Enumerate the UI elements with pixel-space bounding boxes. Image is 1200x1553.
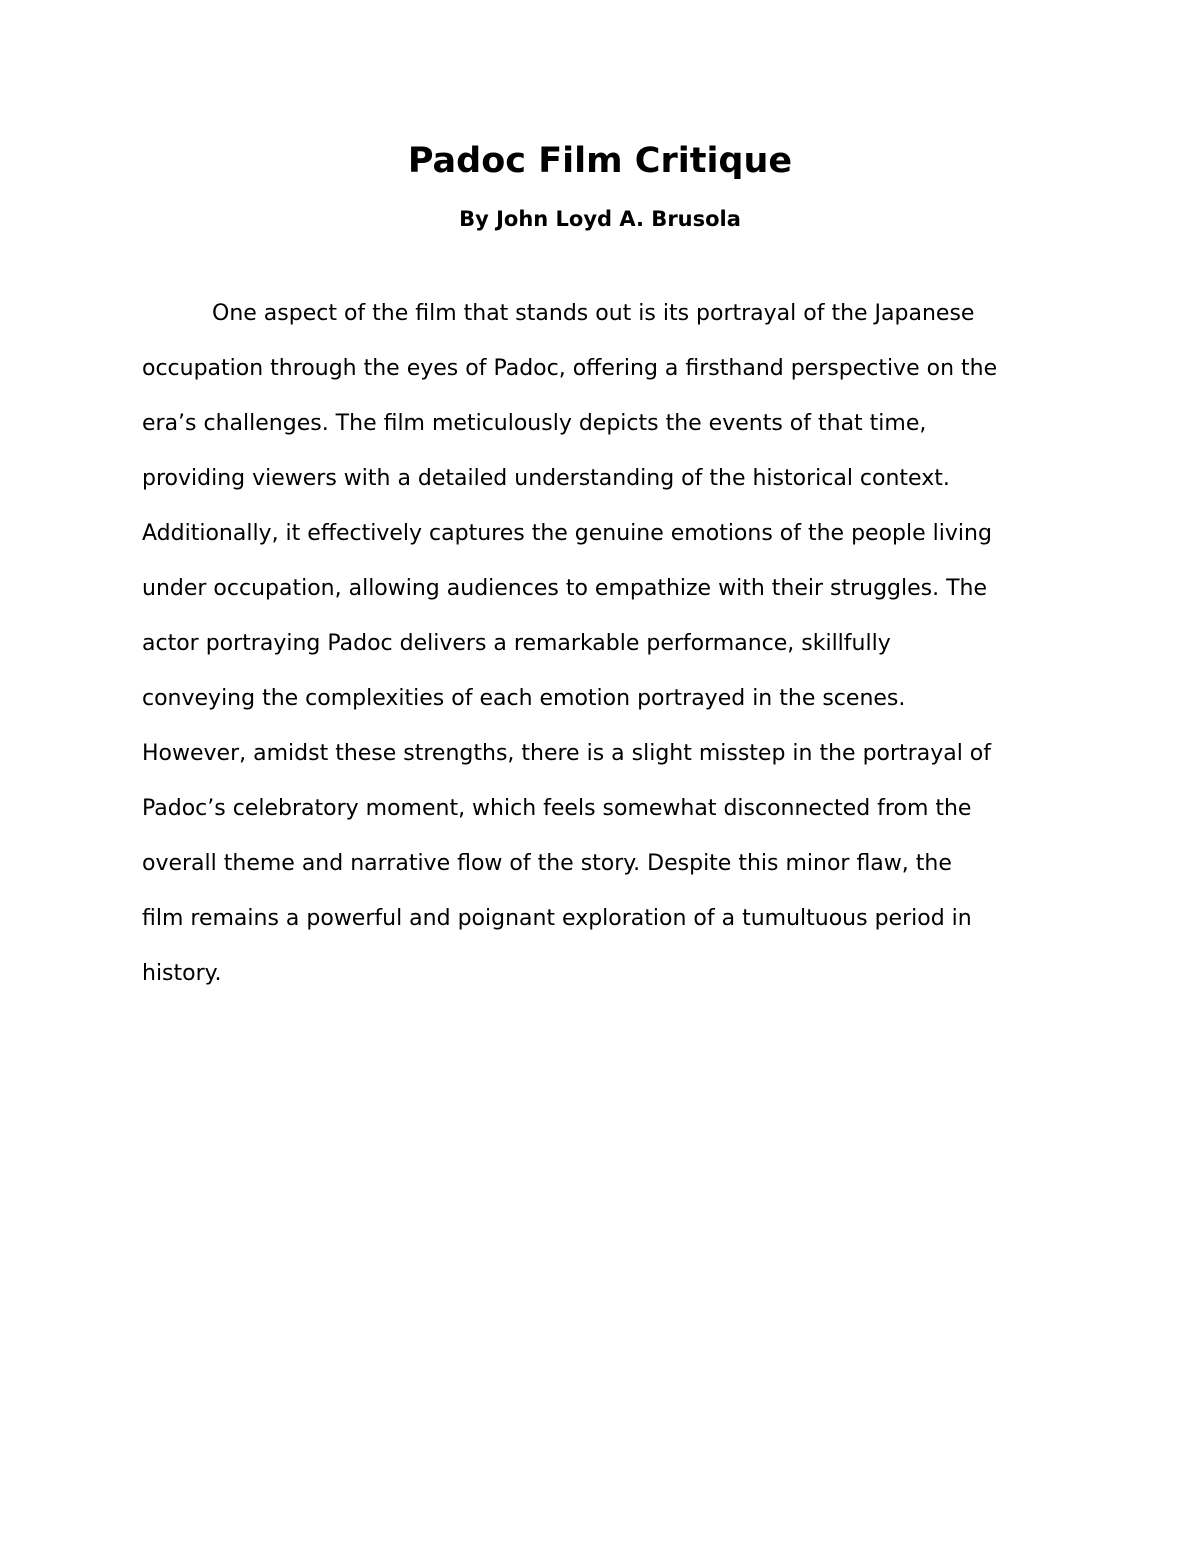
body-paragraph [142,286,1082,1001]
paragraph-line: actor portraying Padoc delivers a remarkable performance, skillfully [142,631,891,656]
paragraph-line: era’s challenges. The film meticulously depicts the events of that time, [142,411,927,436]
paragraph-line: history. [142,961,222,986]
paragraph-line: However, amidst these strengths, there is a slight misstep in the portrayal of [142,741,992,766]
paragraph-line: film remains a powerful and poignant exploration of a tumultuous period in [142,906,972,931]
paragraph-line: Padoc’s celebratory moment, which feels somewhat disconnected from the [142,796,972,821]
paragraph-line: under occupation, allowing audiences to empathize with their struggles. The [142,576,988,601]
document-title: Padoc Film Critique [407,141,793,181]
paragraph-line: occupation through the eyes of Padoc, offering a firsthand perspective on the [142,356,998,381]
paragraph-line: conveying the complexities of each emotion portrayed in the scenes. [142,686,906,711]
paragraph-line: One aspect of the film that stands out is its portrayal of the Japanese [212,301,975,326]
paragraph-line: overall theme and narrative flow of the story. Despite this minor flaw, the [142,851,952,876]
paragraph-line: Additionally, it effectively captures the genuine emotions of the people living [142,521,992,546]
paragraph-line: providing viewers with a detailed understanding of the historical context. [142,466,950,491]
document-byline: By John Loyd A. Brusola [459,207,741,231]
